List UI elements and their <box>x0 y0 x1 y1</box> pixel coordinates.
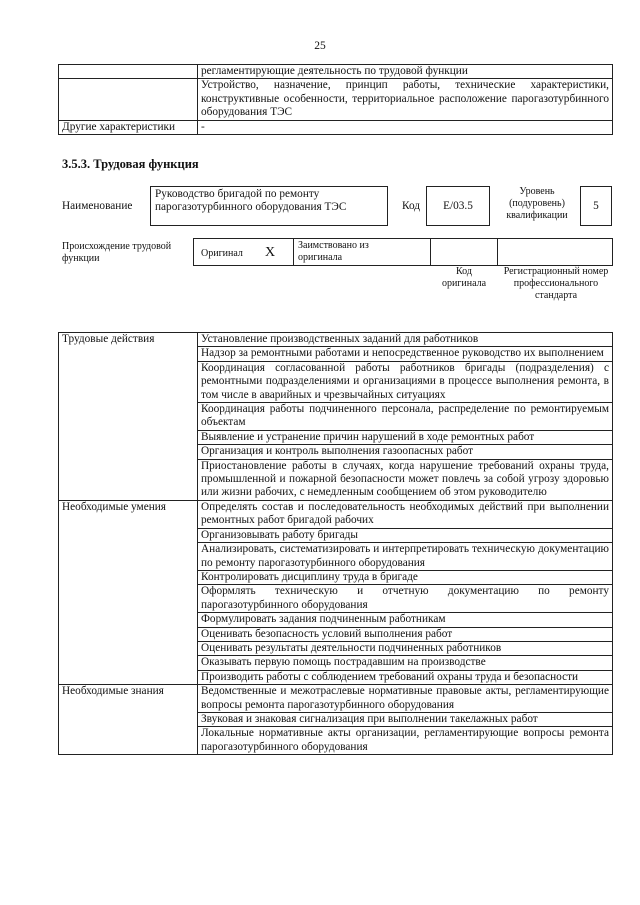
section-item: Координация работы подчиненного персонала, распределение по ремонтируемым объектам <box>198 403 613 431</box>
code-original-caption: Код оригинала <box>441 266 487 289</box>
name-label: Наименование <box>62 200 133 212</box>
borrowed-label: Заимствовано из оригинала <box>298 240 369 263</box>
section-label: Необходимые умения <box>59 500 198 684</box>
section-item: Локальные нормативные акты организации, регламентирующие вопросы ремонта парогазотурбинного оборудования <box>198 727 613 755</box>
code-value: E/03.5 <box>443 200 473 212</box>
table-row <box>59 65 613 79</box>
row-text: регламентирующие деятельность по трудовой функции <box>198 65 613 79</box>
section-item: Ведомственные и межотраслевые нормативные правовые акты, регламентирующие вопросы ремонта парогазотурбинного оборудования <box>198 685 613 713</box>
section-item: Производить работы с соблюдением требований охраны труда и безопасности <box>198 670 613 684</box>
row-label <box>59 79 198 120</box>
row-label <box>59 65 198 79</box>
page-number: 25 <box>314 40 326 52</box>
section-item: Определять состав и последовательность необходимых действий при выполнении ремонтных работ бригадой рабочих <box>198 500 613 528</box>
original-label: Оригинал <box>201 248 243 259</box>
table-row <box>59 333 613 347</box>
row-label: Другие характеристики <box>59 120 198 134</box>
section-item: Звуковая и знаковая сигнализация при выполнении такелажных работ <box>198 712 613 726</box>
labor-function-table <box>58 332 613 755</box>
name-value: Руководство бригадой по ремонту парогазотурбинного оборудования ТЭС <box>155 188 347 214</box>
section-item: Оформлять техническую и отчетную документацию по ремонту парогазотурбинного оборудования <box>198 585 613 613</box>
section-title: 3.5.3. Трудовая функция <box>62 157 199 171</box>
section-item: Организация и контроль выполнения газоопасных работ <box>198 445 613 459</box>
table-row <box>59 120 613 134</box>
section-item: Координация согласованной работы работников бригады (подразделения) с ремонтными подразделениями и организациями в процессе выполнения ремонта, в том числе в аварийных и чрезвычайных ситуациях <box>198 361 613 402</box>
original-mark: X <box>265 245 276 260</box>
section-item: Оказывать первую помощь пострадавшим на производстве <box>198 656 613 670</box>
row-text: - <box>198 120 613 134</box>
section-item: Надзор за ремонтными работами и непосредственное руководство их выполнением <box>198 347 613 361</box>
section-item: Оценивать результаты деятельности подчиненных работников <box>198 641 613 655</box>
section-label: Трудовые действия <box>59 333 198 501</box>
section-label: Необходимые знания <box>59 685 198 755</box>
section-item: Анализировать, систематизировать и интерпретировать техническую документацию по ремонту парогазотурбинного оборудования <box>198 543 613 571</box>
section-item: Установление производственных заданий для работников <box>198 333 613 347</box>
section-item: Организовывать работу бригады <box>198 528 613 542</box>
registration-number-caption: Регистрационный номер профессионального стандарта <box>503 266 609 301</box>
section-item: Формулировать задания подчиненным работникам <box>198 613 613 627</box>
level-label: Уровень (подуровень) квалификации <box>506 186 568 221</box>
section-item: Выявление и устранение причин нарушений в ходе ремонтных работ <box>198 430 613 444</box>
table-row <box>59 685 613 713</box>
section-item: Приостановление работы в случаях, когда нарушение требований охраны труда, промышленной и пожарной безопасности может повлечь за собой угрозу здоровью или жизни рабочих, с немедленным сообщением об этом руководителю <box>198 459 613 500</box>
code-label: Код <box>402 200 421 212</box>
table-row <box>59 79 613 120</box>
section-item: Оценивать безопасность условий выполнения работ <box>198 627 613 641</box>
table-row <box>59 500 613 528</box>
origin-label: Происхождение трудовой функции <box>62 241 172 264</box>
code-value-box <box>426 186 490 226</box>
section-item: Контролировать дисциплину труда в бригаде <box>198 570 613 584</box>
level-value-box <box>580 186 612 226</box>
top-characteristics-table <box>58 64 613 135</box>
row-text: Устройство, назначение, принцип работы, технические характеристики, конструктивные особенности, территориальное расположение парогазотурбинного оборудования ТЭС <box>198 79 613 120</box>
level-value: 5 <box>593 200 599 212</box>
name-value-box <box>150 186 388 226</box>
